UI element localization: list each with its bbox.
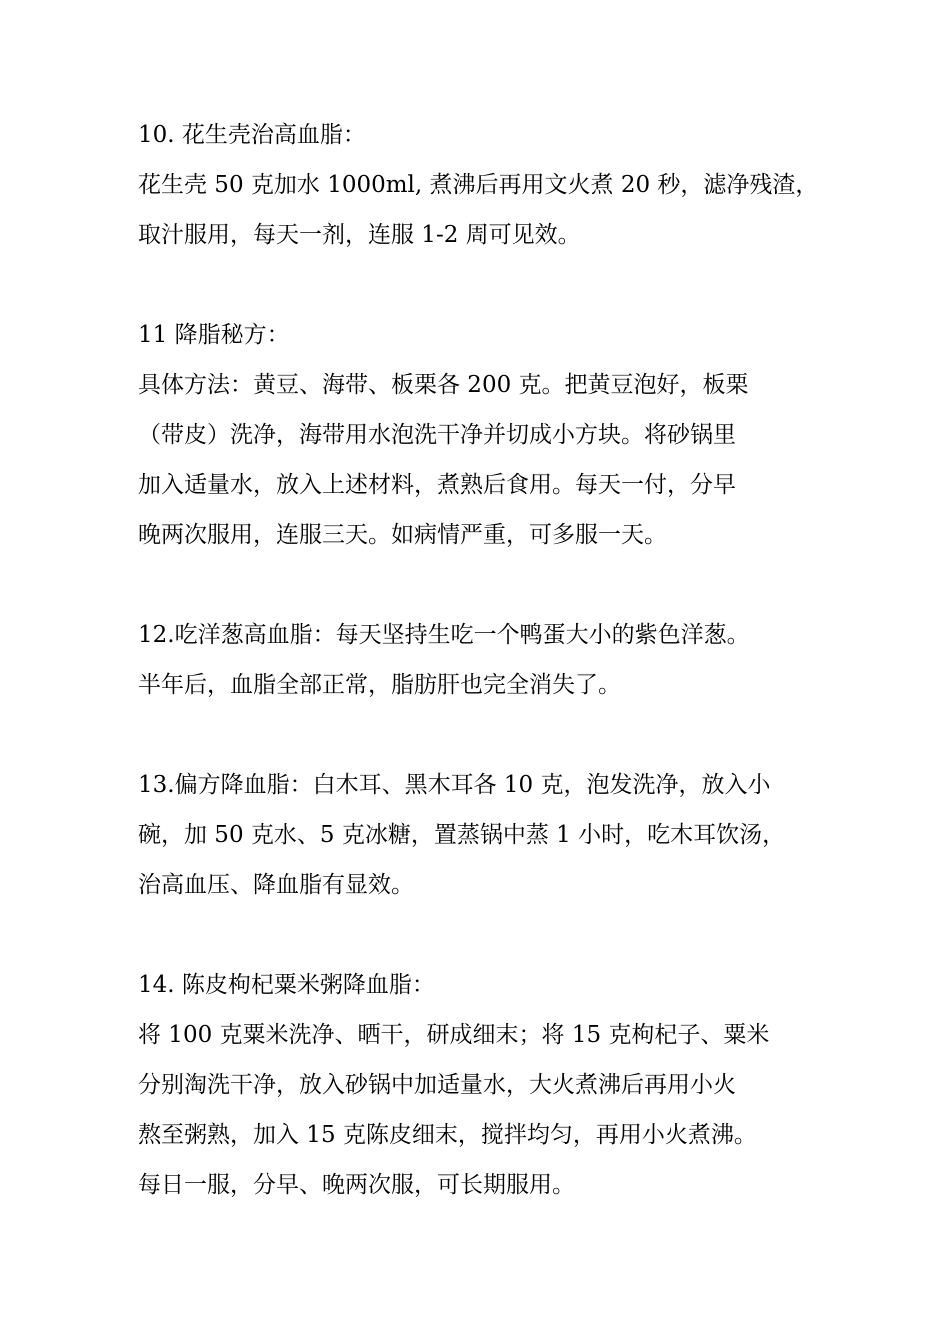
body-line: 将 100 克粟米洗净、晒干，研成细末；将 15 克枸杞子、粟米 xyxy=(138,1022,770,1048)
body-line: 每日一服，分早、晚两次服，可长期服用。 xyxy=(138,1172,575,1198)
body-line: 熬至粥熟，加入 15 克陈皮细末，搅拌均匀，再用小火煮沸。 xyxy=(138,1122,757,1148)
body-line: 碗，加 50 克水、5 克冰糖，置蒸锅中蒸 1 小时，吃木耳饮汤， xyxy=(138,822,786,848)
body-line: 具体方法：黄豆、海带、板栗各 200 克。把黄豆泡好，板栗 xyxy=(138,372,749,398)
body-line: 加入适量水，放入上述材料，煮熟后食用。每天一付，分早 xyxy=(138,472,736,498)
body-line: （带皮）洗净，海带用水泡洗干净并切成小方块。将砂锅里 xyxy=(138,422,736,448)
section-heading: 10. 花生壳治高血脂： xyxy=(138,122,366,148)
body-line: 分别淘洗干净，放入砂锅中加适量水，大火煮沸后再用小火 xyxy=(138,1072,736,1098)
body-line: 治高血压、降血脂有显效。 xyxy=(138,872,414,898)
section-heading: 13.偏方降血脂：白木耳、黑木耳各 10 克，泡发洗净，放入小 xyxy=(138,772,771,798)
body-line: 花生壳 50 克加水 1000ml, 煮沸后再用文火煮 20 秒，滤净残渣， xyxy=(138,172,819,198)
body-line: 半年后，血脂全部正常，脂肪肝也完全消失了。 xyxy=(138,672,621,698)
section-porridge xyxy=(138,960,838,1210)
section-heading: 14. 陈皮枸杞粟米粥降血脂： xyxy=(138,972,435,998)
section-onion xyxy=(138,610,838,710)
section-peanut-shell xyxy=(138,110,838,260)
section-lipid-recipe xyxy=(138,310,838,560)
body-line: 取汁服用，每天一剂，连服 1-2 周可见效。 xyxy=(138,222,581,248)
section-heading: 11 降脂秘方： xyxy=(138,322,290,348)
section-fungus xyxy=(138,760,838,910)
body-line: 晚两次服用，连服三天。如病情严重，可多服一天。 xyxy=(138,522,667,548)
section-heading: 12.吃洋葱高血脂：每天坚持生吃一个鸭蛋大小的紫色洋葱。 xyxy=(138,622,750,648)
document-body xyxy=(138,110,838,1260)
